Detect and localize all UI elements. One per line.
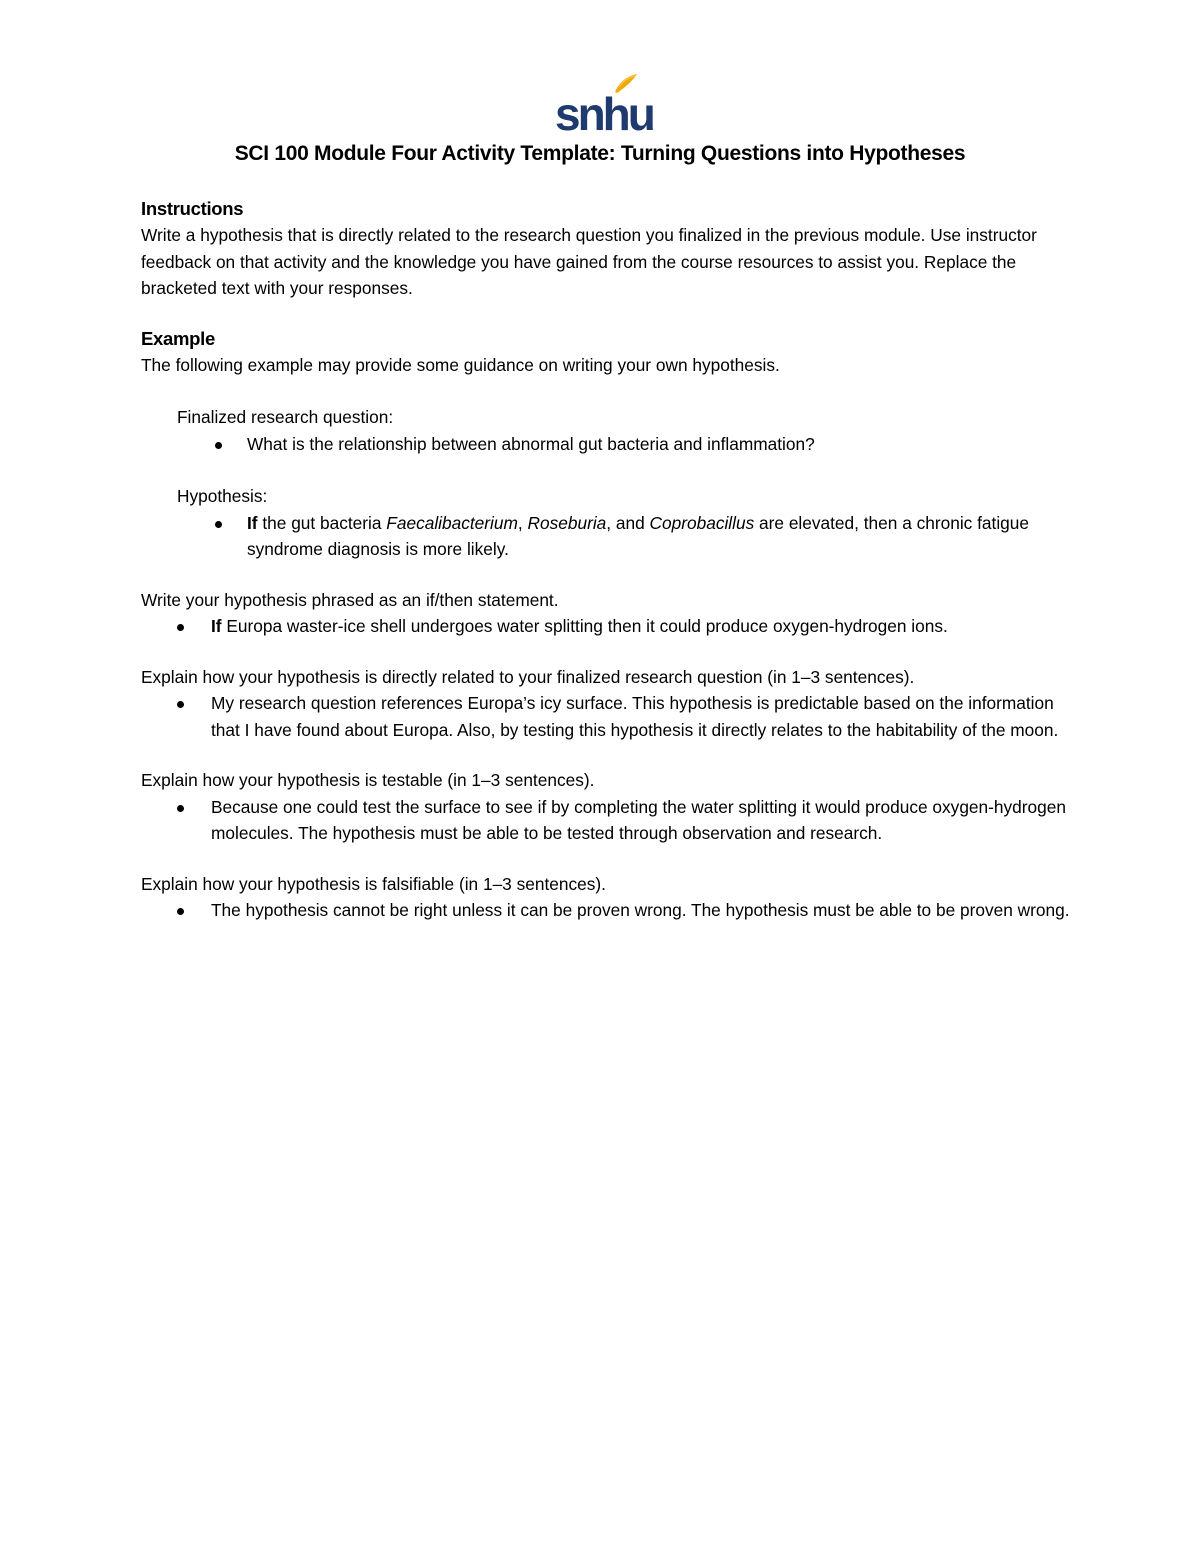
answer-item [141,690,1071,743]
document-title: SCI 100 Module Four Activity Template: Turning Questions into Hypotheses [234,142,966,165]
question-block-1 [141,587,1071,640]
answer-text: Europa waster-ice shell undergoes water splitting then it could produce oxygen-hydrogen ions. [221,616,948,636]
question-prompt: Explain how your hypothesis is testable (in 1–3 sentences). [141,770,595,790]
example-heading: Example [141,327,215,349]
bullet-icon [215,442,222,449]
example-hypothesis-label: Hypothesis: [177,486,268,506]
example-hypothesis-block [141,483,1071,563]
example-question-block [141,404,1071,457]
bullet-icon [177,805,184,812]
answer-text: My research question references Europa’s icy surface. This hypothesis is predictable based on the information that I have found about Europa. Also, by testing this hypothesis it directly relates to the habitability of the moon. [211,693,1059,740]
bullet-icon [177,701,184,708]
list-item [177,431,1071,458]
answer-item [141,613,1071,640]
example-question-text: What is the relationship between abnormal gut bacteria and inflammation? [247,433,815,454]
document-body [141,196,1071,948]
bullet-icon [215,521,222,528]
separator-text: , [517,512,528,533]
separator-text: , and [606,512,650,533]
snhu-logo [553,72,653,140]
hypothesis-text-part: the gut bacteria [257,512,387,533]
example-question-label: Finalized research question: [177,407,394,427]
answer-item [141,897,1071,924]
instructions-text: Write a hypothesis that is directly related to the research question you finalized in the previous module. Use instructor feedback on that activity and the knowledge you have gained from the course resources to assist you. Replace the bracketed text with your responses. [141,225,1037,298]
example-intro: The following example may provide some guidance on writing your own hypothesis. [141,354,780,375]
question-prompt: Write your hypothesis phrased as an if/then statement. [141,589,559,610]
bacteria-name: Roseburia [527,512,607,533]
question-block-2 [141,664,1071,744]
answer-text: The hypothesis cannot be right unless it can be proven wrong. The hypothesis must be able to be proven wrong. [211,900,1070,920]
list-item [177,510,1071,563]
question-block-3 [141,767,1071,847]
answer-item [141,794,1071,847]
question-prompt: Explain how your hypothesis is falsifiable (in 1–3 sentences). [141,873,606,894]
if-keyword: If [247,512,258,533]
instructions-section [141,196,1071,302]
if-keyword: If [211,616,222,636]
bacteria-name: Coprobacillus [649,512,755,533]
bacteria-name: Faecalibacterium [386,512,518,533]
svg-text:snhu: snhu [555,88,653,140]
hypothesis-text-part: are elevated, then a chronic fatigue syndrome diagnosis is more likely. [247,512,1029,559]
instructions-heading: Instructions [141,198,244,219]
question-block-4 [141,871,1071,924]
bullet-icon [177,624,184,631]
question-prompt: Explain how your hypothesis is directly related to your finalized research question (in 1–3 sentences). [141,666,915,687]
bullet-icon [177,908,184,915]
example-section [141,326,1071,563]
answer-text: Because one could test the surface to see if by completing the water splitting it would produce oxygen-hydrogen molecules. The hypothesis must be able to be tested through observation and research. [211,796,1066,843]
